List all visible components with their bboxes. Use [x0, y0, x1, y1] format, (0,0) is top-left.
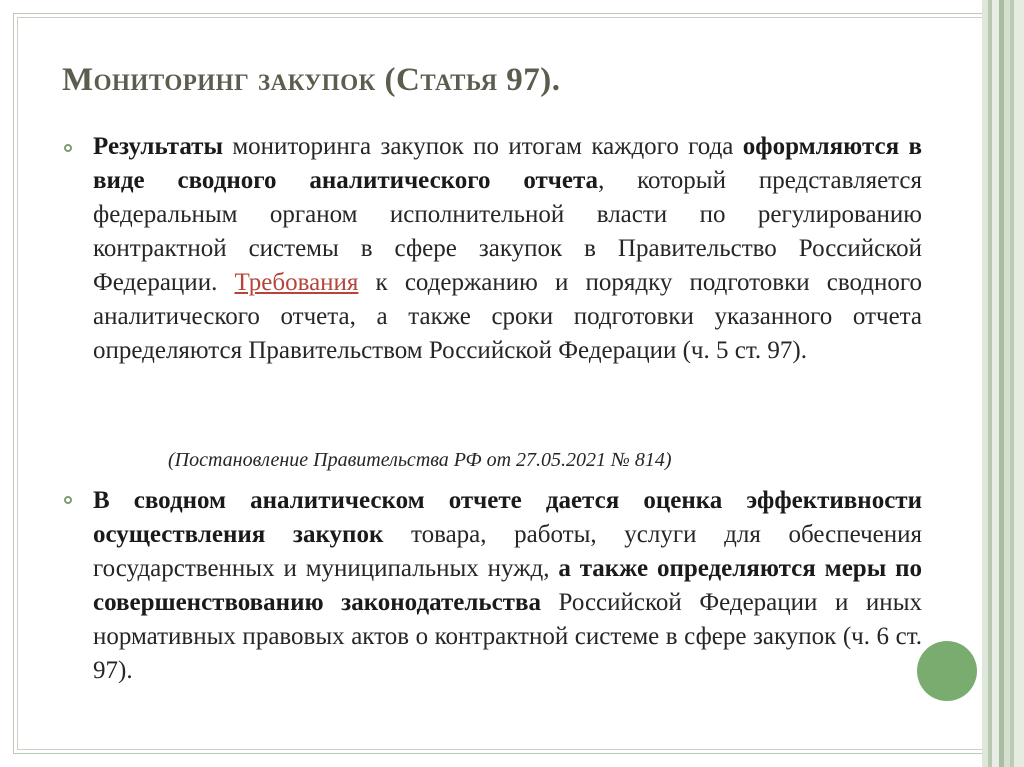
bullet-icon [64, 496, 72, 504]
text-bold: Результаты [93, 133, 223, 160]
text: , который представляется федеральным органом исполнительной власти по регулированию контрактной системы в сфере закупок в Правительство Российской Федерации. [93, 167, 922, 296]
decorative-stripes [982, 0, 1024, 767]
text: мониторинга закупок по итогам каждого года [222, 133, 743, 160]
decorative-circle [917, 641, 977, 701]
paragraph-results [93, 130, 922, 368]
resolution-note: (Постановление Правительства РФ от 27.05.2021 № 814) [168, 449, 672, 471]
page-title: Мониторинг закупок (Статья 97). [62, 62, 561, 98]
requirements-link[interactable]: Требования [234, 269, 359, 296]
text-bold: а также определяются меры по совершенствованию законодательства [93, 555, 922, 616]
text-bold: В сводном аналитическом отчете дается оценка эффективности осуществления закупок [93, 487, 922, 548]
text: Российской Федерации и иных нормативных правовых актов о контрактной системе в сфере закупок (ч. 6 ст. 97). [93, 589, 922, 684]
text: товара, работы, услуги для обеспечения государственных и муниципальных нужд, [93, 521, 922, 582]
text-bold: оформляются в виде сводного аналитического отчета [93, 133, 923, 194]
paragraph-report [93, 484, 922, 688]
text: к содержанию и порядку подготовки сводного аналитического отчета, а также сроки подготовки указанного отчета определяются Правительством Российской Федерации (ч. 5 ст. 97). [93, 269, 922, 364]
bullet-icon [64, 144, 72, 152]
